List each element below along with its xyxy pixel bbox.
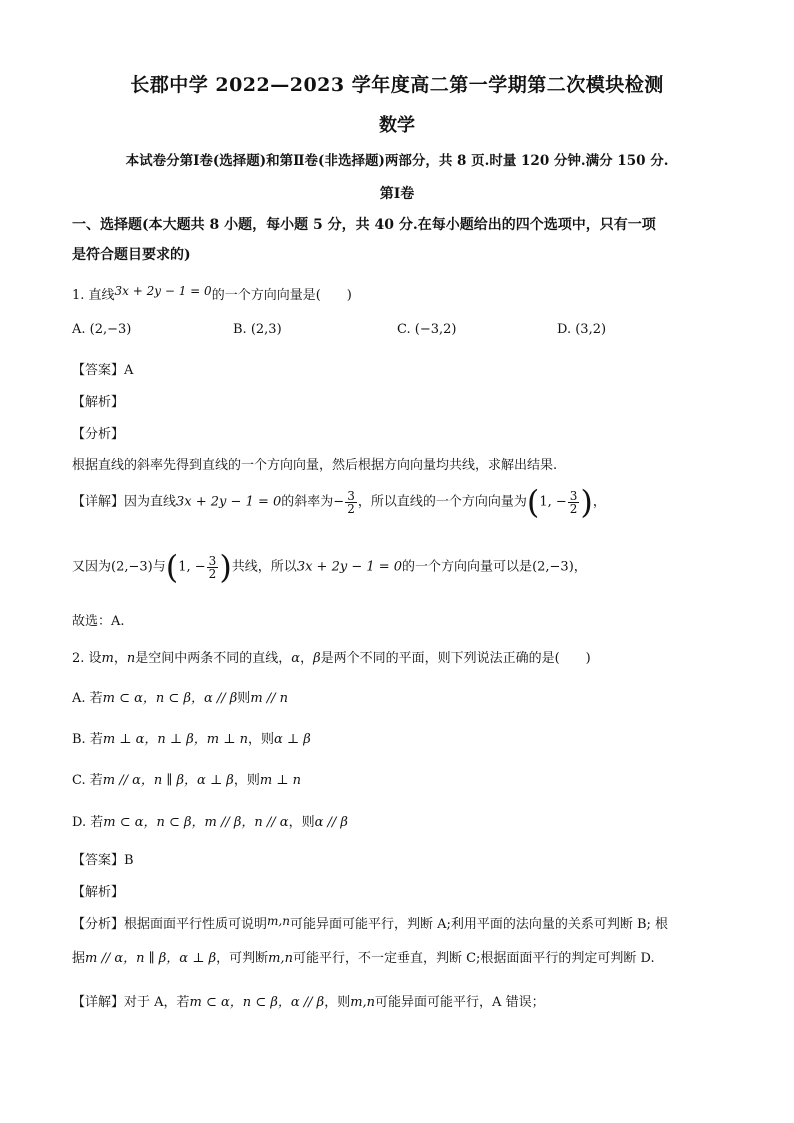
q1-equation: 3x + 2y − 1 = 0 xyxy=(114,284,212,298)
q1-answer: 【答案】A xyxy=(72,363,134,378)
q1-detail-line1: 【详解】因为直线3x + 2y − 1 = 0的斜率为− $\frac{3}{2}$ ，所以直线的一个方向向量为(1, − $\frac{3}{2}$ )， xyxy=(72,483,606,521)
q1-option-b: B. (2,3) xyxy=(233,322,282,337)
q1-option-d: D. (3,2) xyxy=(557,322,607,337)
q2-option-b: B. 若m ⊥ α，n ⊥ β，m ⊥ n，则α ⊥ β xyxy=(72,732,311,747)
q2-option-c: C. 若m // α，n ∥ β，α ⊥ β，则m ⊥ n xyxy=(72,773,302,788)
q2-option-d: D. 若m ⊂ α，n ⊂ β，m // β，n // α，则α // β xyxy=(72,815,348,830)
q2-answer: 【答案】B xyxy=(72,853,134,868)
section-heading-line1: 一、选择题(本大题共 8 小题，每小题 5 分，共 40 分.在每小题给出的四个选项中，只有一项 xyxy=(72,217,656,233)
q1-fenxi-text: 根据直线的斜率先得到直线的一个方向向量，然后根据方向向量均共线，求解出结果. xyxy=(72,458,558,473)
section-heading-line2: 是符合题目要求的) xyxy=(72,247,191,263)
q2-fenxi-line2: 据m // α，n ∥ β，α ⊥ β，可判断m,n可能平行，不一定垂直，判断 C;根据面面平行的判定可判断 D. xyxy=(72,951,655,966)
exam-info: 本试卷分第Ⅰ卷(选择题)和第Ⅱ卷(非选择题)两部分，共 8 页.时量 120 分钟.满分 150 分. xyxy=(125,153,669,169)
fraction-three-halves: $\frac{3}{2}$ xyxy=(347,488,355,516)
q1-stem xyxy=(72,284,352,303)
q2-jiexi-label: 【解析】 xyxy=(72,885,125,900)
q2-detail-line1: 【详解】对于 A，若m ⊂ α，n ⊂ β，α // β，则m,n可能异面可能平行，A 错误； xyxy=(72,995,545,1010)
fraction-three-halves: $\frac{3}{2}$ xyxy=(208,553,217,581)
q1-option-c: C. (−3,2) xyxy=(397,322,457,337)
subject-title: 数学 xyxy=(379,115,415,136)
volume-heading: 第Ⅰ卷 xyxy=(379,186,415,202)
fraction-three-halves: $\frac{3}{2}$ xyxy=(569,488,578,516)
q1-number: 1. 直线 xyxy=(72,288,115,303)
q1-jiexi-label: 【解析】 xyxy=(72,395,125,410)
q1-fenxi-label: 【分析】 xyxy=(72,427,125,442)
q1-option-a: A. (2,−3) xyxy=(72,322,132,337)
q2-stem: 2. 设m，n是空间中两条不同的直线，α，β是两个不同的平面，则下列说法正确的是( ) xyxy=(72,651,591,666)
q1-detail-line2: 又因为(2,−3)与(1, − $\frac{3}{2}$ )共线，所以3x + 2y − 1 = 0的一个方向向量可以是(2,−3)， xyxy=(72,548,587,586)
q2-option-a: A. 若m ⊂ α，n ⊂ β，α // β则m // n xyxy=(72,691,289,706)
page-title: 长郡中学 2022—2023 学年度高二第一学期第二次模块检测 xyxy=(130,74,664,96)
q1-choose: 故选：A. xyxy=(72,614,125,629)
q2-fenxi-line1: 【分析】根据面面平行性质可说明m,n可能异面可能平行，判断 A;利用平面的法向量的关系可判断 B; 根 xyxy=(72,914,669,932)
q1-stem-tail: 的一个方向向量是( ) xyxy=(211,288,352,303)
